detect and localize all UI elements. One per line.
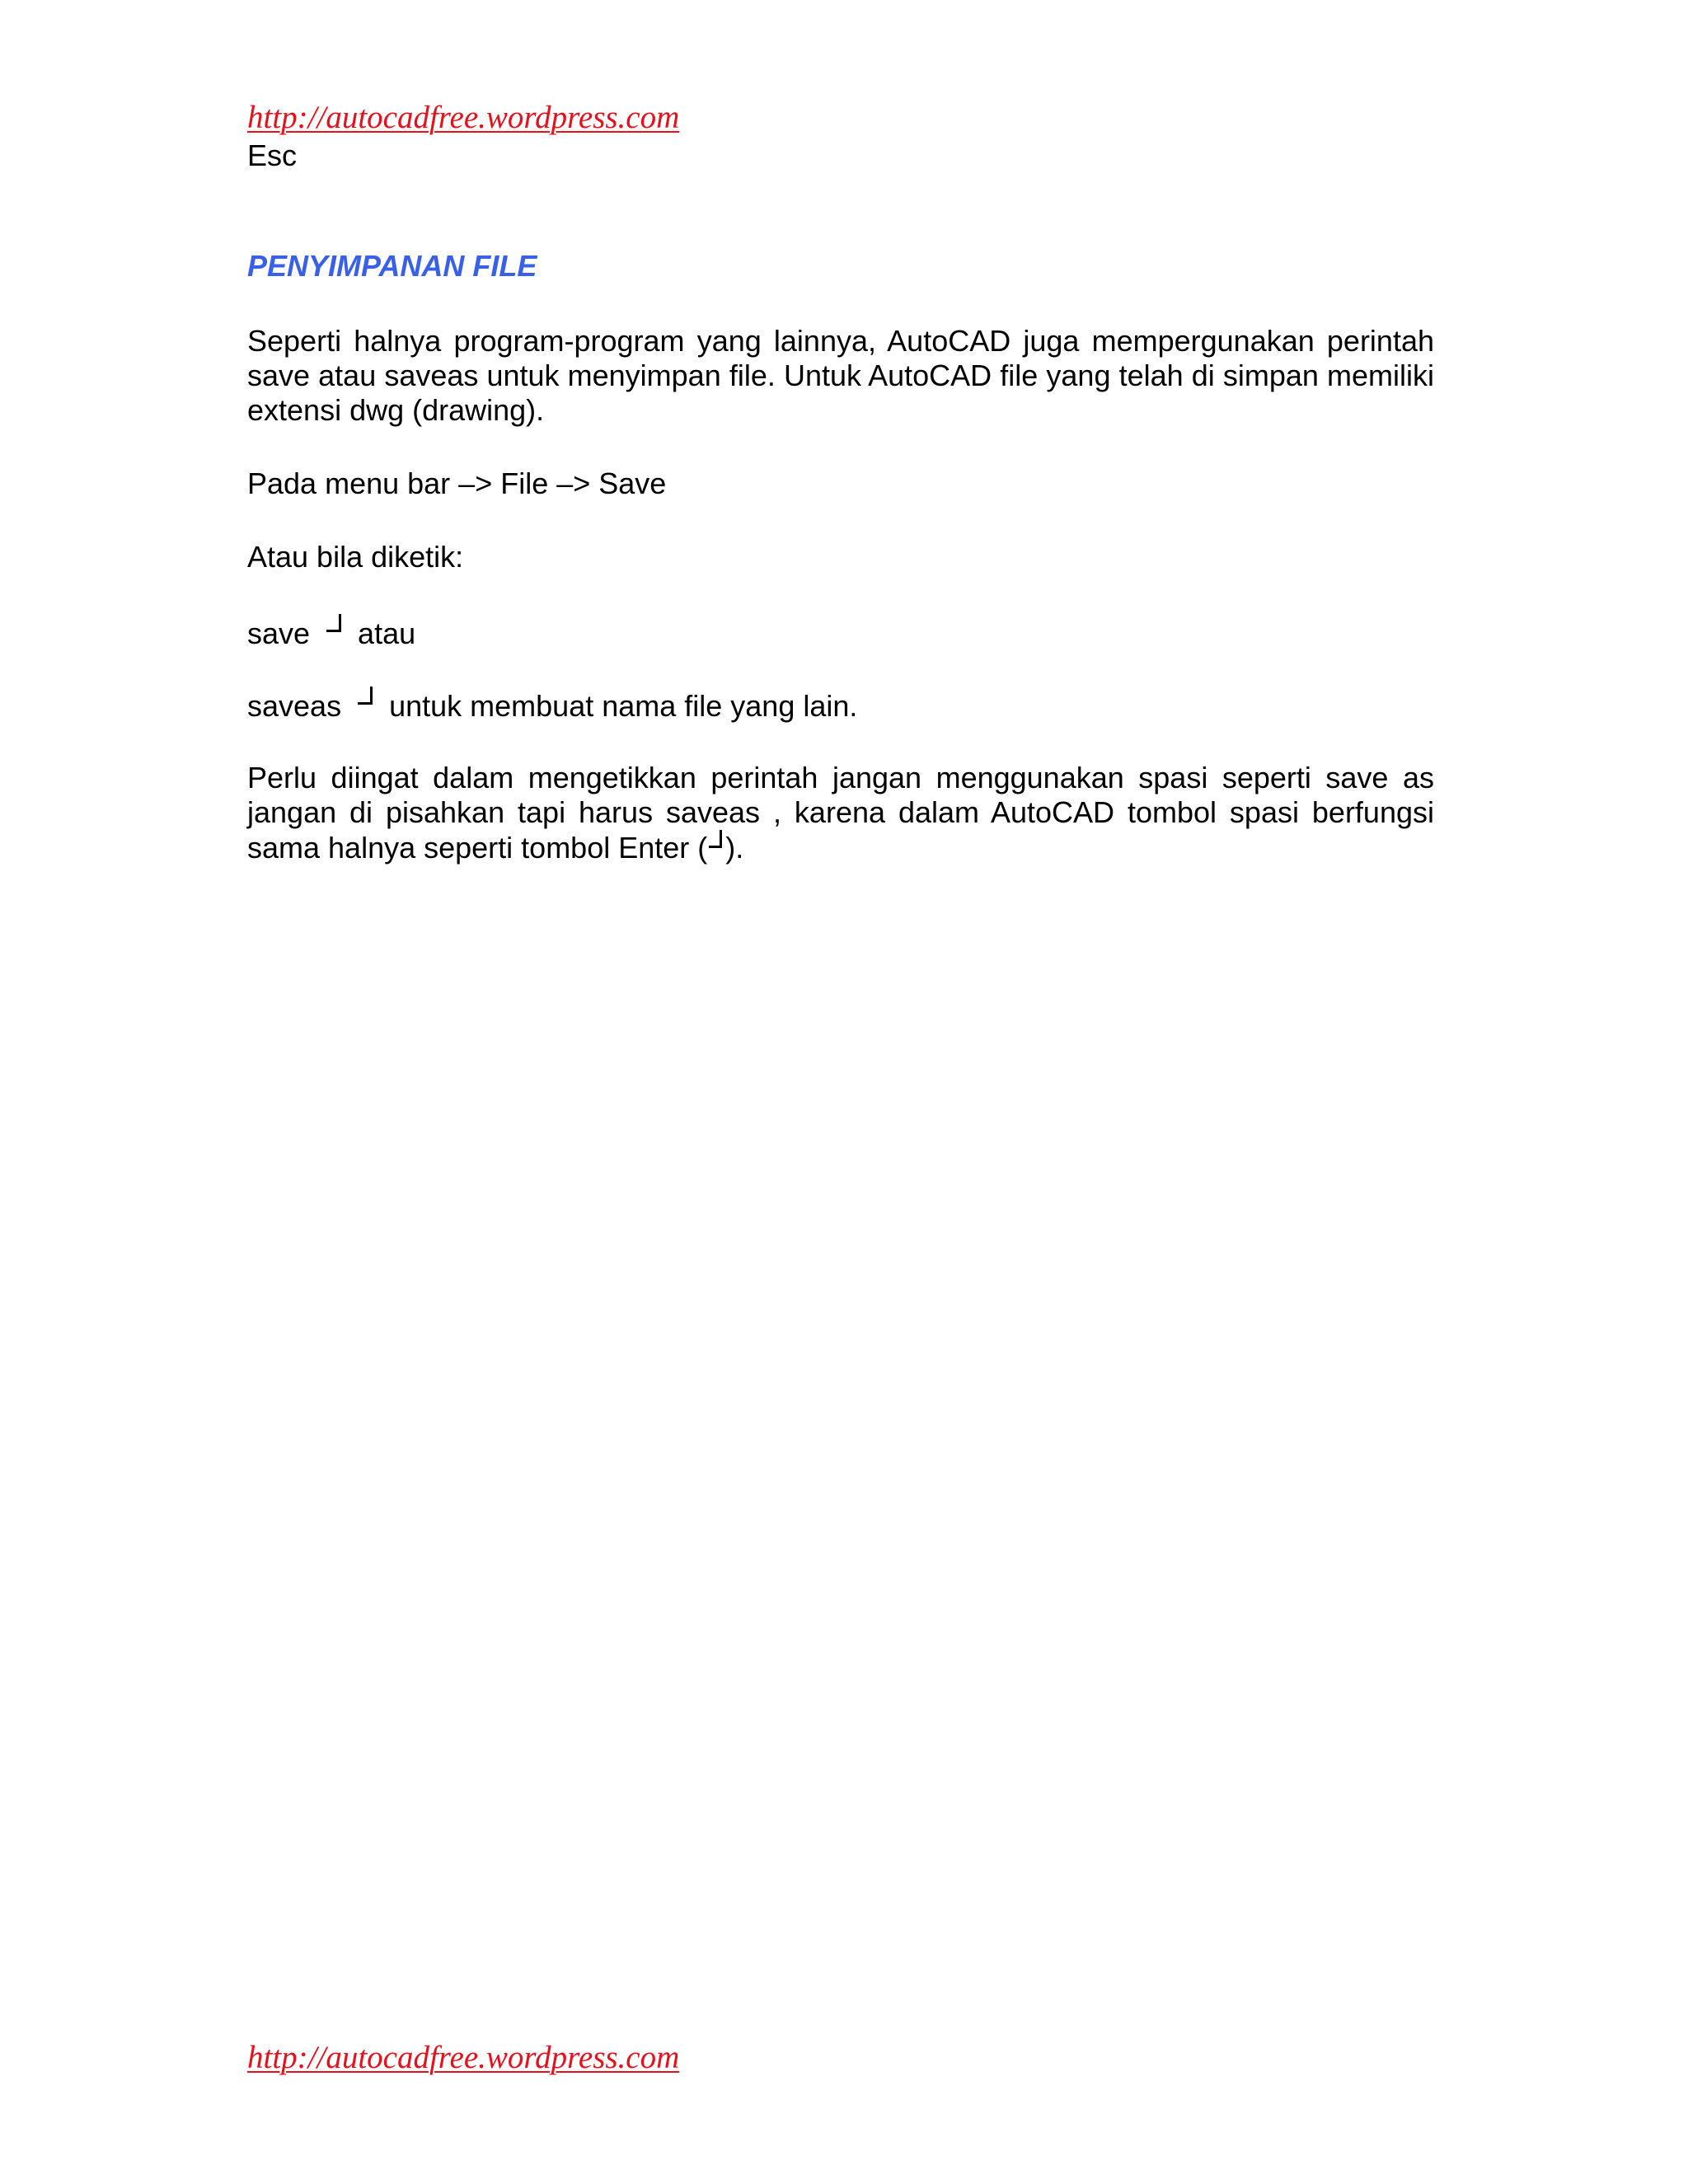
paragraph-save-command bbox=[247, 614, 1434, 651]
footer-url-link[interactable]: http://autocadfree.wordpress.com bbox=[247, 2040, 680, 2075]
note-end: ). bbox=[725, 831, 744, 865]
header-url-link[interactable]: http://autocadfree.wordpress.com bbox=[247, 100, 680, 135]
paragraph-note bbox=[247, 761, 1434, 865]
enter-key-icon bbox=[358, 687, 373, 705]
paragraph-menu-path: Pada menu bar –> File –> Save bbox=[247, 466, 667, 500]
paragraph-saveas-command bbox=[247, 687, 1434, 724]
enter-key-icon bbox=[326, 614, 341, 632]
saveas-command-suffix: untuk membuat nama file yang lain. bbox=[389, 689, 858, 723]
enter-key-icon bbox=[709, 830, 722, 848]
save-command-suffix: atau bbox=[358, 616, 416, 650]
paragraph-intro: Seperti halnya program-program yang lainnya, AutoCAD juga mempergunakan perintah save atau saveas untuk menyimpan file. Untuk AutoCAD file yang telah di simpan memiliki extensi dwg (drawing). bbox=[247, 324, 1434, 427]
save-command-text: save bbox=[247, 616, 311, 650]
saveas-command-text: saveas bbox=[247, 689, 342, 723]
paragraph-typed-intro: Atau bila diketik: bbox=[247, 540, 464, 574]
document-page bbox=[247, 0, 1434, 2184]
esc-label: Esc bbox=[247, 138, 298, 172]
note-text: Perlu diingat dalam mengetikkan perintah jangan menggunakan spasi seperti save as jangan di pisahkan tapi harus saveas , karena dalam AutoCAD tombol spasi berfungsi sama halnya seperti tombol Enter ( bbox=[247, 761, 1434, 865]
section-title: PENYIMPANAN FILE bbox=[247, 249, 537, 283]
